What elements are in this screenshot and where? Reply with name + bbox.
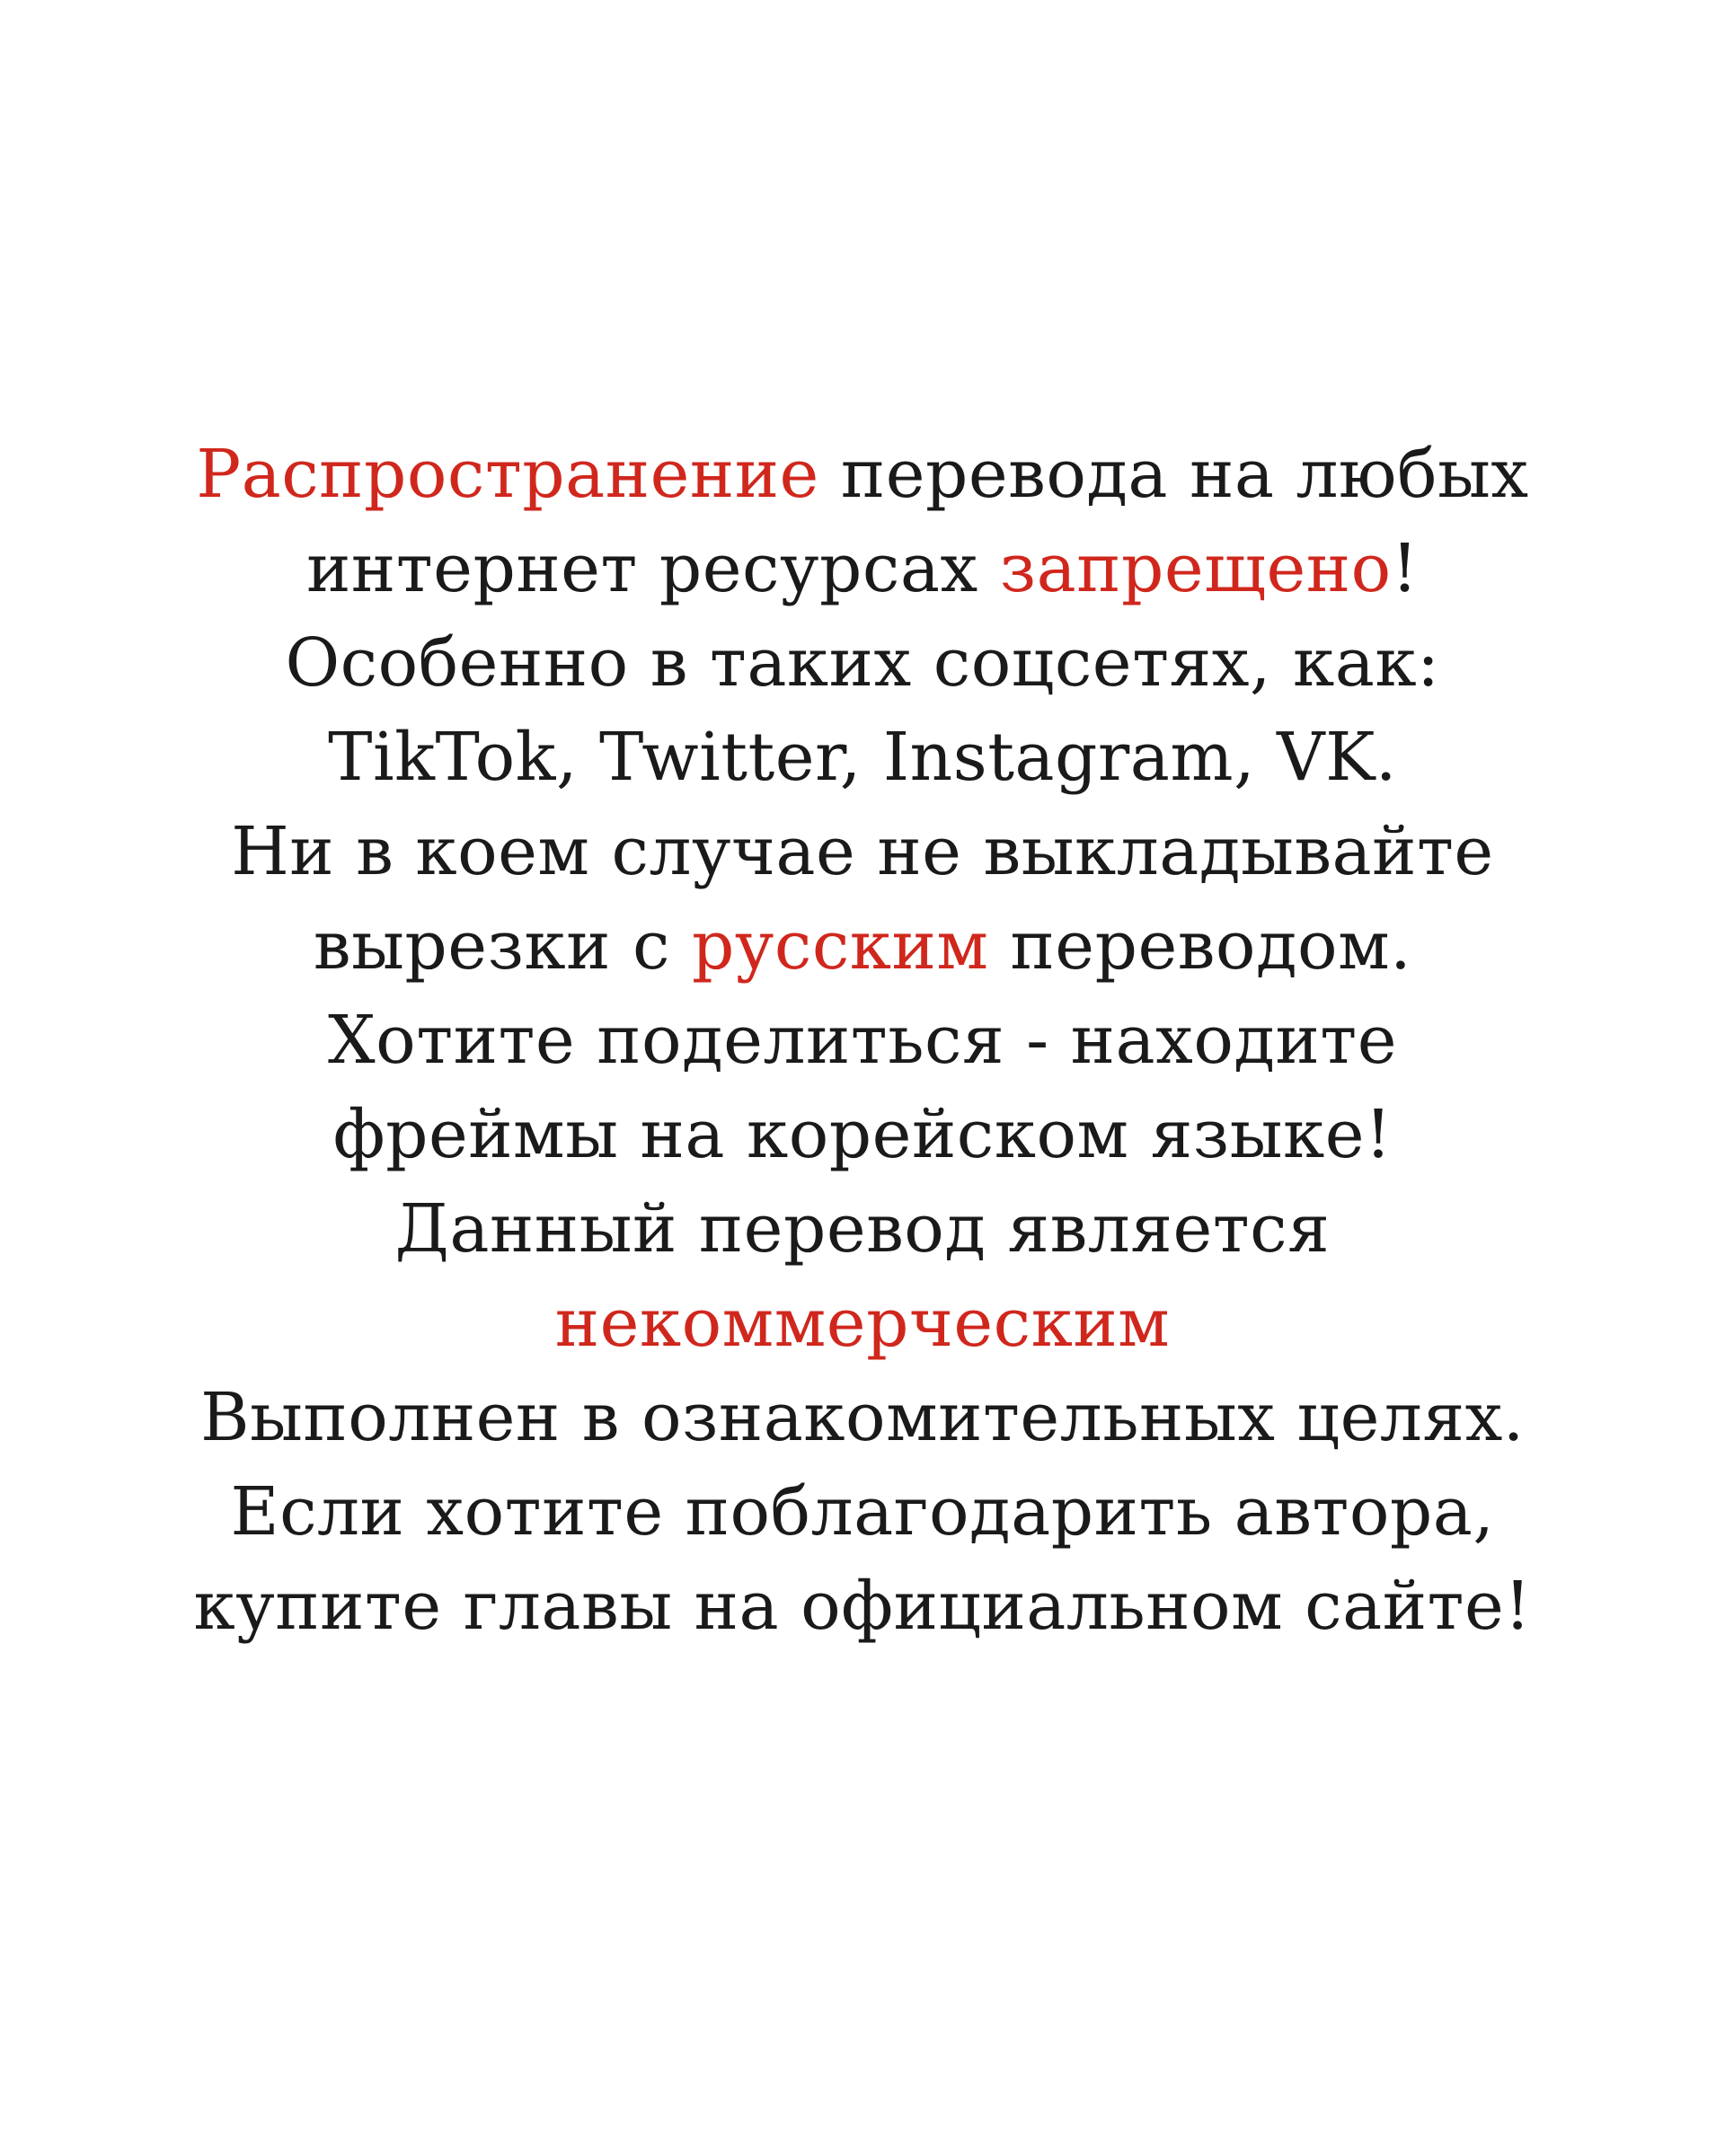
notice-line-2 — [0, 522, 1725, 616]
notice-line-1-rest: перевода на любых — [818, 436, 1529, 513]
notice-line-3: Особенно в таких соцсетях, как: — [285, 624, 1440, 702]
notice-line-1 — [0, 428, 1725, 522]
accent-russian: русским — [692, 907, 989, 985]
notice-line-5: Ни в коем случае не выкладывайте — [231, 813, 1494, 890]
notice-line-2-text: интернет ресурсах — [306, 530, 1000, 607]
translation-notice — [0, 428, 1725, 1654]
notice-line-11: Выполнен в ознакомительных целях. — [200, 1379, 1525, 1456]
accent-forbidden: запрещено — [999, 530, 1392, 607]
notice-line-6-rest: переводом. — [988, 907, 1412, 985]
notice-line-13: купите главы на официальном сайте! — [193, 1568, 1532, 1645]
notice-line-6-text: вырезки с — [313, 907, 692, 985]
notice-line-7: Хотите поделиться - находите — [327, 1002, 1398, 1079]
accent-noncommercial: некоммерческим — [554, 1285, 1171, 1362]
notice-line-2-end: ! — [1391, 530, 1419, 607]
accent-distribution: Распространение — [196, 436, 819, 513]
notice-line-6 — [0, 899, 1725, 994]
notice-line-8: фреймы на корейском языке! — [332, 1096, 1393, 1173]
notice-line-9: Данный перевод является — [394, 1190, 1331, 1268]
notice-line-4: TikTok, Twitter, Instagram, VK. — [328, 719, 1397, 796]
notice-line-12: Если хотите поблагодарить автора, — [230, 1473, 1495, 1551]
